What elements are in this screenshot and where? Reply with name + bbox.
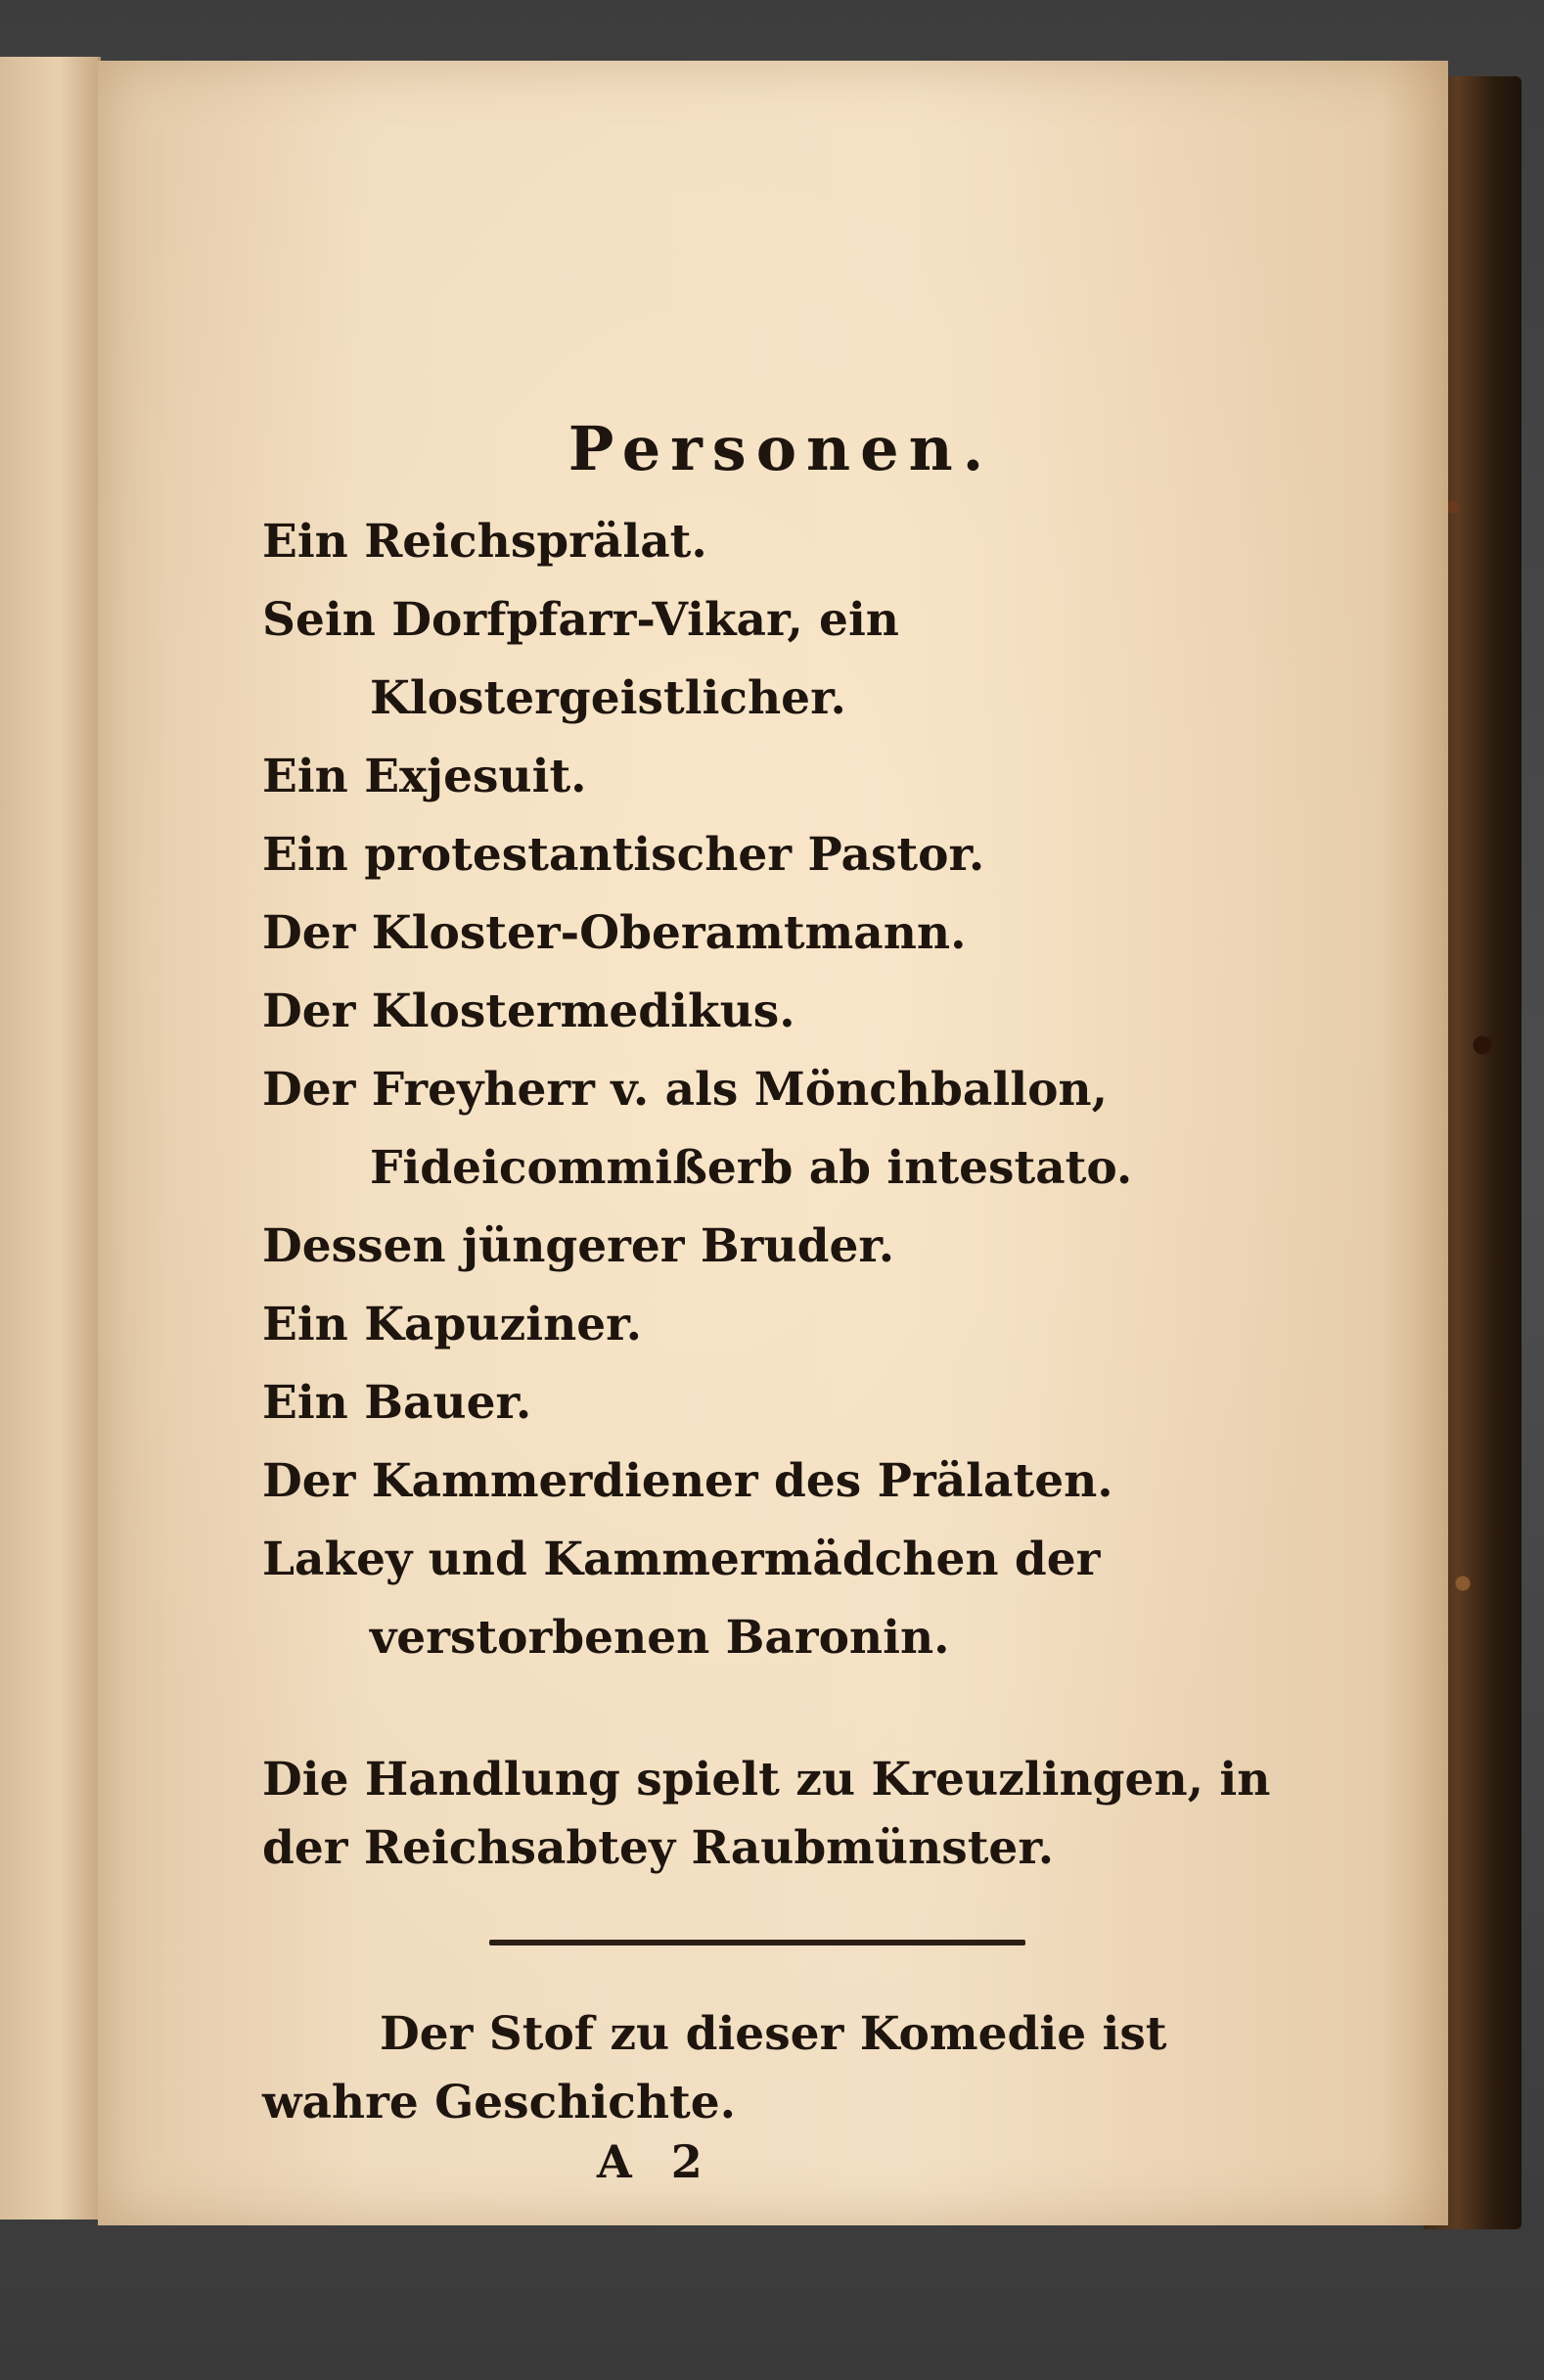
page-content bbox=[262, 413, 1299, 2137]
person-item: Sein Dorfpfarr-Vikar, ein Klostergeistlicher. bbox=[262, 593, 899, 726]
person-item: Ein Reichsprälat. bbox=[262, 515, 707, 570]
page-title: Personen. bbox=[568, 413, 994, 484]
book-page bbox=[98, 61, 1448, 2225]
divider-rule bbox=[489, 1940, 1025, 1945]
person-item: Lakey und Kammermädchen der verstorbenen Baronin. bbox=[262, 1533, 1101, 1666]
person-item: Ein Kapuziner. bbox=[262, 1298, 642, 1352]
setting-paragraph: Die Handlung spielt zu Kreuzlingen, in der Reichsabtey Raubmünster. bbox=[262, 1753, 1271, 1876]
person-item: Ein protestantischer Pastor. bbox=[262, 828, 985, 883]
printer-signature: A 2 bbox=[597, 2135, 714, 2188]
person-item: Dessen jüngerer Bruder. bbox=[262, 1219, 895, 1274]
person-item: Ein Exjesuit. bbox=[262, 750, 587, 804]
person-item: Der Freyherr v. als Mönchballon, Fideicommißerb ab intestato. bbox=[262, 1063, 1133, 1196]
left-page-edge bbox=[0, 57, 101, 2220]
persons-list bbox=[262, 503, 1299, 1677]
person-item: Der Kloster-Oberamtmann. bbox=[262, 906, 967, 961]
person-item: Ein Bauer. bbox=[262, 1376, 532, 1431]
person-item: Der Klostermedikus. bbox=[262, 984, 795, 1039]
source-note: Der Stof zu dieser Komedie ist wahre Geschichte. bbox=[262, 2007, 1167, 2130]
person-item: Der Kammerdiener des Prälaten. bbox=[262, 1454, 1113, 1509]
